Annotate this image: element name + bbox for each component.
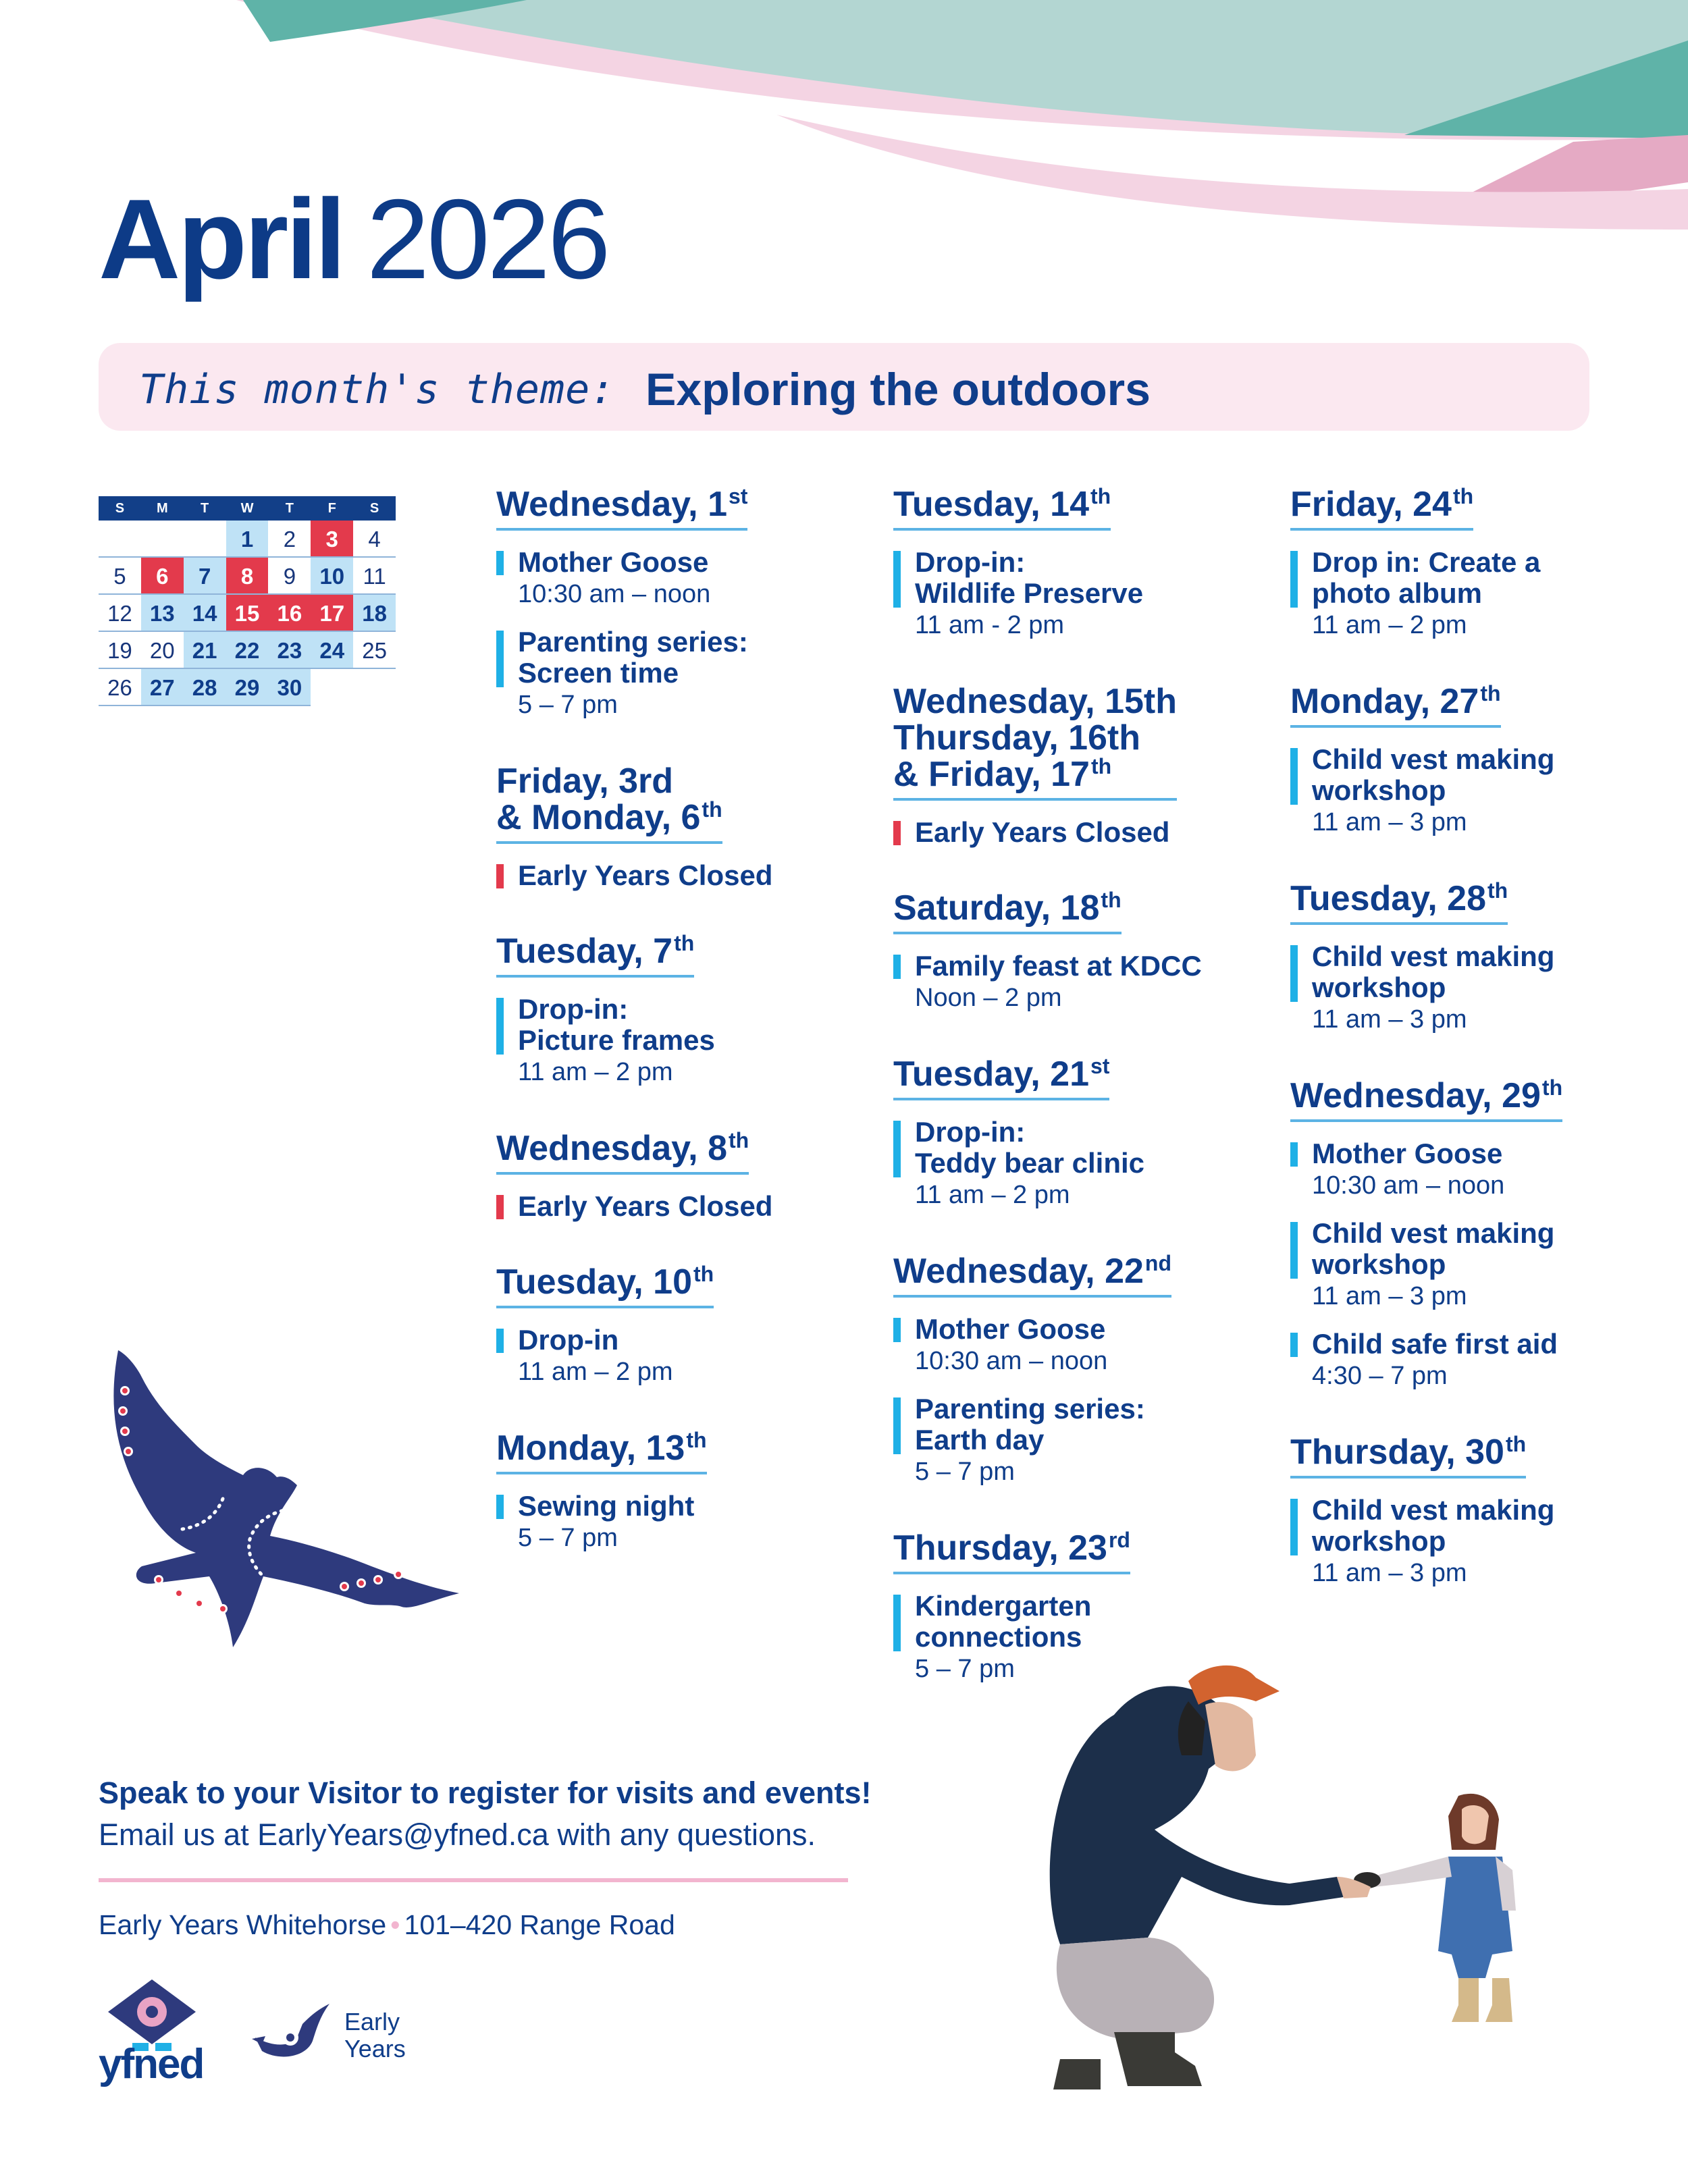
mini-calendar xyxy=(99,496,396,706)
event-time: 5 – 7 pm xyxy=(915,1458,1015,1486)
event-item xyxy=(1290,1218,1668,1312)
day-block xyxy=(1290,1077,1668,1392)
day-ordinal-suffix: th xyxy=(1452,484,1474,508)
event-name: Drop-in xyxy=(518,1324,619,1356)
calendar-day xyxy=(99,521,141,558)
event-time: 11 am - 2 pm xyxy=(915,611,1065,639)
event-item xyxy=(893,1314,1271,1377)
weekday-label: W xyxy=(240,501,254,516)
event-name: Drop-in: Wildlife Preserve xyxy=(915,546,1144,609)
event-name: Mother Goose xyxy=(915,1313,1106,1345)
day-title xyxy=(496,1130,749,1175)
day-title-text: Tuesday, 28 xyxy=(1290,879,1486,918)
calendar-day: 5 xyxy=(99,558,141,595)
weekday-label: M xyxy=(156,501,168,516)
event-name: Parenting series: Screen time xyxy=(518,626,748,689)
day-ordinal-suffix: th xyxy=(674,931,695,955)
day-title-text: Wednesday, 8 xyxy=(496,1129,727,1168)
footer-street: 101–420 Range Road xyxy=(404,1909,675,1940)
closed-notice xyxy=(496,1191,874,1222)
event-time: 11 am – 3 pm xyxy=(1312,1005,1467,1034)
day-title xyxy=(496,1430,707,1474)
calendar-day-event: 7 xyxy=(184,558,226,595)
event-name: Child vest making workshop xyxy=(1312,743,1555,806)
page-title xyxy=(99,176,608,302)
day-ordinal-suffix: st xyxy=(1090,1054,1110,1078)
footer-email-text: Email us at EarlyYears@yfned.ca with any questions. xyxy=(99,1817,816,1852)
day-title xyxy=(893,1530,1130,1574)
day-ordinal-suffix: th xyxy=(1487,878,1508,903)
event-item xyxy=(1290,547,1668,641)
closed-notice xyxy=(893,817,1271,848)
day-title-text: Friday, 3rd & Monday, 6 xyxy=(496,762,701,837)
calendar-day-event: 28 xyxy=(184,669,226,706)
calendar-grid xyxy=(99,521,396,706)
event-name: Child vest making workshop xyxy=(1312,1217,1555,1280)
calendar-day-closed: 16 xyxy=(268,595,311,632)
day-block xyxy=(1290,1434,1668,1589)
day-block xyxy=(496,1430,874,1554)
event-name: Mother Goose xyxy=(518,546,709,578)
footer-divider xyxy=(99,1878,848,1882)
event-name: Child vest making workshop xyxy=(1312,940,1555,1003)
event-item xyxy=(893,951,1271,1014)
calendar-day-closed: 8 xyxy=(226,558,269,595)
yfned-logo-text: yfned xyxy=(99,2041,204,2087)
calendar-day-event: 21 xyxy=(184,632,226,669)
footer-location: Early Years Whitehorse xyxy=(99,1909,387,1940)
event-item xyxy=(893,547,1271,641)
day-title-text: Monday, 13 xyxy=(496,1429,685,1468)
event-name: Drop-in: Picture frames xyxy=(518,993,715,1056)
day-ordinal-suffix: rd xyxy=(1108,1528,1130,1552)
day-ordinal-suffix: th xyxy=(1480,681,1501,705)
day-block xyxy=(1290,880,1668,1036)
event-item xyxy=(893,1117,1271,1211)
day-title-text: Wednesday, 1 xyxy=(496,485,727,524)
calendar-day: 12 xyxy=(99,595,141,632)
calendar-day-closed: 15 xyxy=(226,595,269,632)
event-time: 5 – 7 pm xyxy=(915,1655,1015,1683)
day-title xyxy=(496,763,722,844)
day-ordinal-suffix: th xyxy=(693,1262,714,1286)
calendar-day: 11 xyxy=(353,558,396,595)
event-time: 5 – 7 pm xyxy=(518,1524,618,1552)
day-ordinal-suffix: th xyxy=(1101,888,1122,912)
day-ordinal-suffix: nd xyxy=(1144,1251,1171,1275)
day-ordinal-suffix: th xyxy=(686,1428,707,1452)
event-name: Family feast at KDCC xyxy=(915,950,1202,982)
calendar-day-event: 22 xyxy=(226,632,269,669)
event-time: 10:30 am – noon xyxy=(1312,1171,1505,1200)
event-name: Drop in: Create a photo album xyxy=(1312,546,1541,609)
day-ordinal-suffix: th xyxy=(1090,754,1112,778)
calendar-day-event: 24 xyxy=(311,632,353,669)
weekday-label: S xyxy=(115,501,125,516)
calendar-day-closed: 6 xyxy=(141,558,184,595)
day-block xyxy=(496,763,874,891)
day-title xyxy=(496,1264,714,1308)
weekday-label: S xyxy=(369,501,379,516)
calendar-day: 19 xyxy=(99,632,141,669)
day-block xyxy=(893,1253,1271,1488)
event-time: 11 am – 2 pm xyxy=(518,1058,673,1086)
day-block xyxy=(893,1056,1271,1211)
calendar-day: 25 xyxy=(353,632,396,669)
day-title xyxy=(1290,486,1473,531)
calendar-day-event: 14 xyxy=(184,595,226,632)
event-name: Early Years Closed xyxy=(915,816,1170,848)
event-time: 11 am – 3 pm xyxy=(1312,1559,1467,1587)
closed-notice xyxy=(496,860,874,891)
event-item xyxy=(1290,1138,1668,1202)
day-ordinal-suffix: th xyxy=(1505,1432,1527,1456)
day-title xyxy=(893,890,1122,934)
day-title-text: Wednesday, 15th Thursday, 16th & Friday, 17 xyxy=(893,682,1177,794)
event-time: 11 am – 3 pm xyxy=(1312,1282,1467,1310)
event-item xyxy=(496,627,874,721)
calendar-day: 26 xyxy=(99,669,141,706)
day-ordinal-suffix: th xyxy=(1541,1075,1563,1100)
day-ordinal-suffix: st xyxy=(729,484,748,508)
calendar-day: 20 xyxy=(141,632,184,669)
event-name: Child vest making workshop xyxy=(1312,1494,1555,1557)
day-title-text: Saturday, 18 xyxy=(893,888,1100,928)
day-block xyxy=(1290,486,1668,641)
calendar-day-closed: 17 xyxy=(311,595,353,632)
weekday-label: T xyxy=(201,501,209,516)
parent-child-illustration xyxy=(1020,1654,1553,2100)
day-title-text: Tuesday, 7 xyxy=(496,932,673,971)
events-column-3 xyxy=(1290,486,1668,1631)
theme-value: Exploring the outdoors xyxy=(645,364,1151,415)
day-title xyxy=(893,1056,1109,1100)
calendar-day-event: 13 xyxy=(141,595,184,632)
day-block xyxy=(893,683,1271,848)
calendar-day xyxy=(184,521,226,558)
day-title xyxy=(893,486,1111,531)
event-time: 10:30 am – noon xyxy=(915,1347,1108,1375)
day-block xyxy=(496,1130,874,1222)
day-title-text: Thursday, 30 xyxy=(1290,1433,1504,1472)
event-item xyxy=(1290,941,1668,1036)
separator-dot: • xyxy=(390,1909,400,1940)
event-name: Parenting series: Earth day xyxy=(915,1393,1145,1456)
day-ordinal-suffix: th xyxy=(1090,484,1111,508)
calendar-day xyxy=(353,669,396,706)
theme-label: This month's theme: xyxy=(139,366,616,413)
calendar-day: 9 xyxy=(268,558,311,595)
event-name: Early Years Closed xyxy=(518,1190,773,1222)
early-years-logo-text: Early Years xyxy=(344,2008,406,2062)
event-time: 5 – 7 pm xyxy=(518,691,618,719)
event-item xyxy=(496,1491,874,1554)
event-item xyxy=(1290,744,1668,838)
day-title-text: Tuesday, 14 xyxy=(893,485,1089,524)
event-name: Mother Goose xyxy=(1312,1138,1503,1169)
event-time: 10:30 am – noon xyxy=(518,580,711,608)
title-year: 2026 xyxy=(366,176,608,302)
calendar-day-closed: 3 xyxy=(311,521,353,558)
event-name: Drop-in: Teddy bear clinic xyxy=(915,1116,1144,1179)
event-time: 11 am – 2 pm xyxy=(915,1181,1070,1209)
event-name: Early Years Closed xyxy=(518,859,773,891)
footer xyxy=(99,1776,872,1941)
weekday-label: F xyxy=(327,501,336,516)
day-block xyxy=(893,890,1271,1014)
day-title xyxy=(893,683,1177,801)
day-title xyxy=(1290,1434,1526,1479)
calendar-day-event: 27 xyxy=(141,669,184,706)
event-item xyxy=(496,547,874,610)
event-item xyxy=(496,994,874,1088)
event-item xyxy=(496,1325,874,1388)
event-name: Sewing night xyxy=(518,1490,695,1522)
day-block xyxy=(893,486,1271,641)
calendar-weekday-header xyxy=(99,496,396,521)
day-block xyxy=(496,933,874,1088)
day-title-text: Wednesday, 22 xyxy=(893,1252,1144,1291)
day-block xyxy=(496,1264,874,1388)
day-ordinal-suffix: th xyxy=(729,1128,749,1152)
day-title xyxy=(496,933,694,978)
events-column-2 xyxy=(893,486,1271,1727)
calendar-day-event: 18 xyxy=(353,595,396,632)
weekday-label: T xyxy=(285,501,294,516)
theme-banner xyxy=(99,343,1589,431)
calendar-day-event: 10 xyxy=(311,558,353,595)
event-item xyxy=(1290,1329,1668,1392)
footer-register-text: Speak to your Visitor to register for visits and events! xyxy=(99,1776,872,1810)
calendar-day xyxy=(141,521,184,558)
event-item xyxy=(1290,1495,1668,1589)
event-item xyxy=(893,1393,1271,1488)
day-title-text: Tuesday, 10 xyxy=(496,1262,692,1302)
day-title xyxy=(893,1253,1171,1298)
day-title xyxy=(1290,1077,1562,1122)
calendar-day-event: 23 xyxy=(268,632,311,669)
event-time: Noon – 2 pm xyxy=(915,984,1062,1012)
calendar-day xyxy=(311,669,353,706)
event-time: 11 am – 2 pm xyxy=(518,1358,673,1386)
day-ordinal-suffix: th xyxy=(702,797,722,822)
calendar-day-event: 30 xyxy=(268,669,311,706)
event-name: Kindergarten connections xyxy=(915,1590,1092,1653)
events-column-1 xyxy=(496,486,874,1596)
day-block xyxy=(1290,683,1668,838)
day-title-text: Thursday, 23 xyxy=(893,1528,1107,1568)
day-title xyxy=(496,486,747,531)
event-time: 11 am – 2 pm xyxy=(1312,611,1467,639)
calendar-day-event: 1 xyxy=(226,521,269,558)
day-title xyxy=(1290,683,1501,728)
event-time: 11 am – 3 pm xyxy=(1312,808,1467,836)
day-title xyxy=(1290,880,1508,925)
calendar-day-event: 29 xyxy=(226,669,269,706)
day-title-text: Monday, 27 xyxy=(1290,682,1479,721)
day-title-text: Tuesday, 21 xyxy=(893,1055,1089,1094)
eagle-illustration xyxy=(95,1350,473,1668)
event-name: Child safe first aid xyxy=(1312,1328,1558,1360)
calendar-day: 4 xyxy=(353,521,396,558)
calendar-day: 2 xyxy=(268,521,311,558)
early-years-logo-icon xyxy=(248,1997,336,2065)
day-block xyxy=(496,486,874,721)
day-title-text: Friday, 24 xyxy=(1290,485,1452,524)
event-time: 4:30 – 7 pm xyxy=(1312,1362,1448,1390)
footer-address xyxy=(99,1909,848,1941)
title-month: April xyxy=(99,176,344,302)
day-title-text: Wednesday, 29 xyxy=(1290,1076,1541,1115)
